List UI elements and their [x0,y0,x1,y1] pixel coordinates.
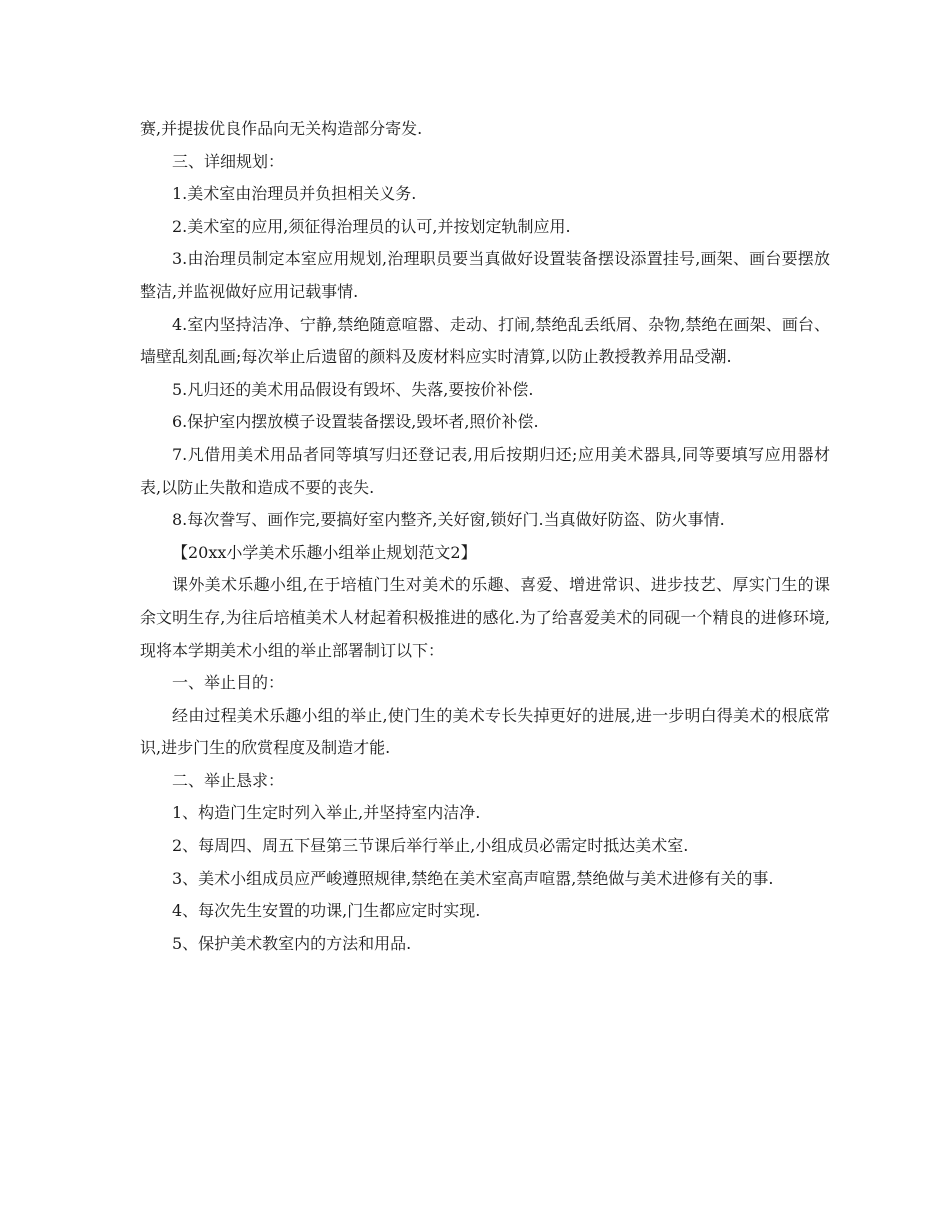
section-heading-requirements: 二、举止恳求： [172,770,285,790]
requirement-item-4: 4、每次先生安置的功课,门生都应定时实现. [172,901,481,921]
rule-item-4: 4.室内坚持洁净、宁静,禁绝随意喧嚣、走动、打闹,禁绝乱丢纸屑、杂物,禁绝在画架、画台、墙壁乱刻乱画;每次举止后遗留的颜料及废材料应实时清算,以防止教授教养用品受潮. [140,314,830,367]
goals-paragraph: 经由过程美术乐趣小组的举止,使门生的美术专长失掉更好的进展,进一步明白得美术的根底常识,进步门生的欣赏程度及制造才能. [140,705,830,758]
requirement-item-1: 1、构造门生定时列入举止,并坚持室内洁净. [172,803,481,823]
requirement-item-2: 2、每周四、周五下昼第三节课后举行举止,小组成员必需定时抵达美术室. [172,836,689,856]
intro-paragraph: 课外美术乐趣小组,在于培植门生对美术的乐趣、喜爱、增进常识、进步技艺、厚实门生的课余文明生存,为往后培植美术人材起着积极推进的感化.为了给喜爱美术的同砚一个精良的进修环境,现将本学期美术小组的举止部署制订以下： [140,575,830,660]
requirement-item-3: 3、美术小组成员应严峻遵照规律,禁绝在美术室高声喧嚣,禁绝做与美术进修有关的事. [172,868,774,888]
paragraph-continuation: 赛,并提拔优良作品向无关构造部分寄发. [140,119,423,138]
rule-item-2: 2.美术室的应用,须征得治理员的认可,并按划定轨制应用. [172,216,571,236]
document-body [140,113,830,960]
rule-item-6: 6.保护室内摆放模子设置装备摆设,毁坏者,照价补偿. [172,412,539,432]
rule-item-1: 1.美术室由治理员并负担相关义务. [172,184,417,204]
article-title: 【20xx小学美术乐趣小组举止规划范文2】 [172,542,477,562]
section-heading-detailed-plan: 三、详细规划： [172,151,285,171]
rule-item-8: 8.每次誊写、画作完,要搞好室内整齐,关好窗,锁好门.当真做好防盗、防火事情. [172,510,725,530]
rule-item-7: 7.凡借用美术用品者同等填写归还登记表,用后按期归还;应用美术器具,同等要填写应用器材表,以防止失散和造成不要的丧失. [140,444,830,497]
section-heading-goals: 一、举止目的： [172,673,285,693]
rule-item-5: 5.凡归还的美术用品假设有毁坏、失落,要按价补偿. [172,379,534,399]
requirement-item-5: 5、保护美术教室内的方法和用品. [172,933,412,953]
rule-item-3: 3.由治理员制定本室应用规划,治理职员要当真做好设置装备摆设添置挂号,画架、画台要摆放整洁,并监视做好应用记载事情. [140,249,830,301]
